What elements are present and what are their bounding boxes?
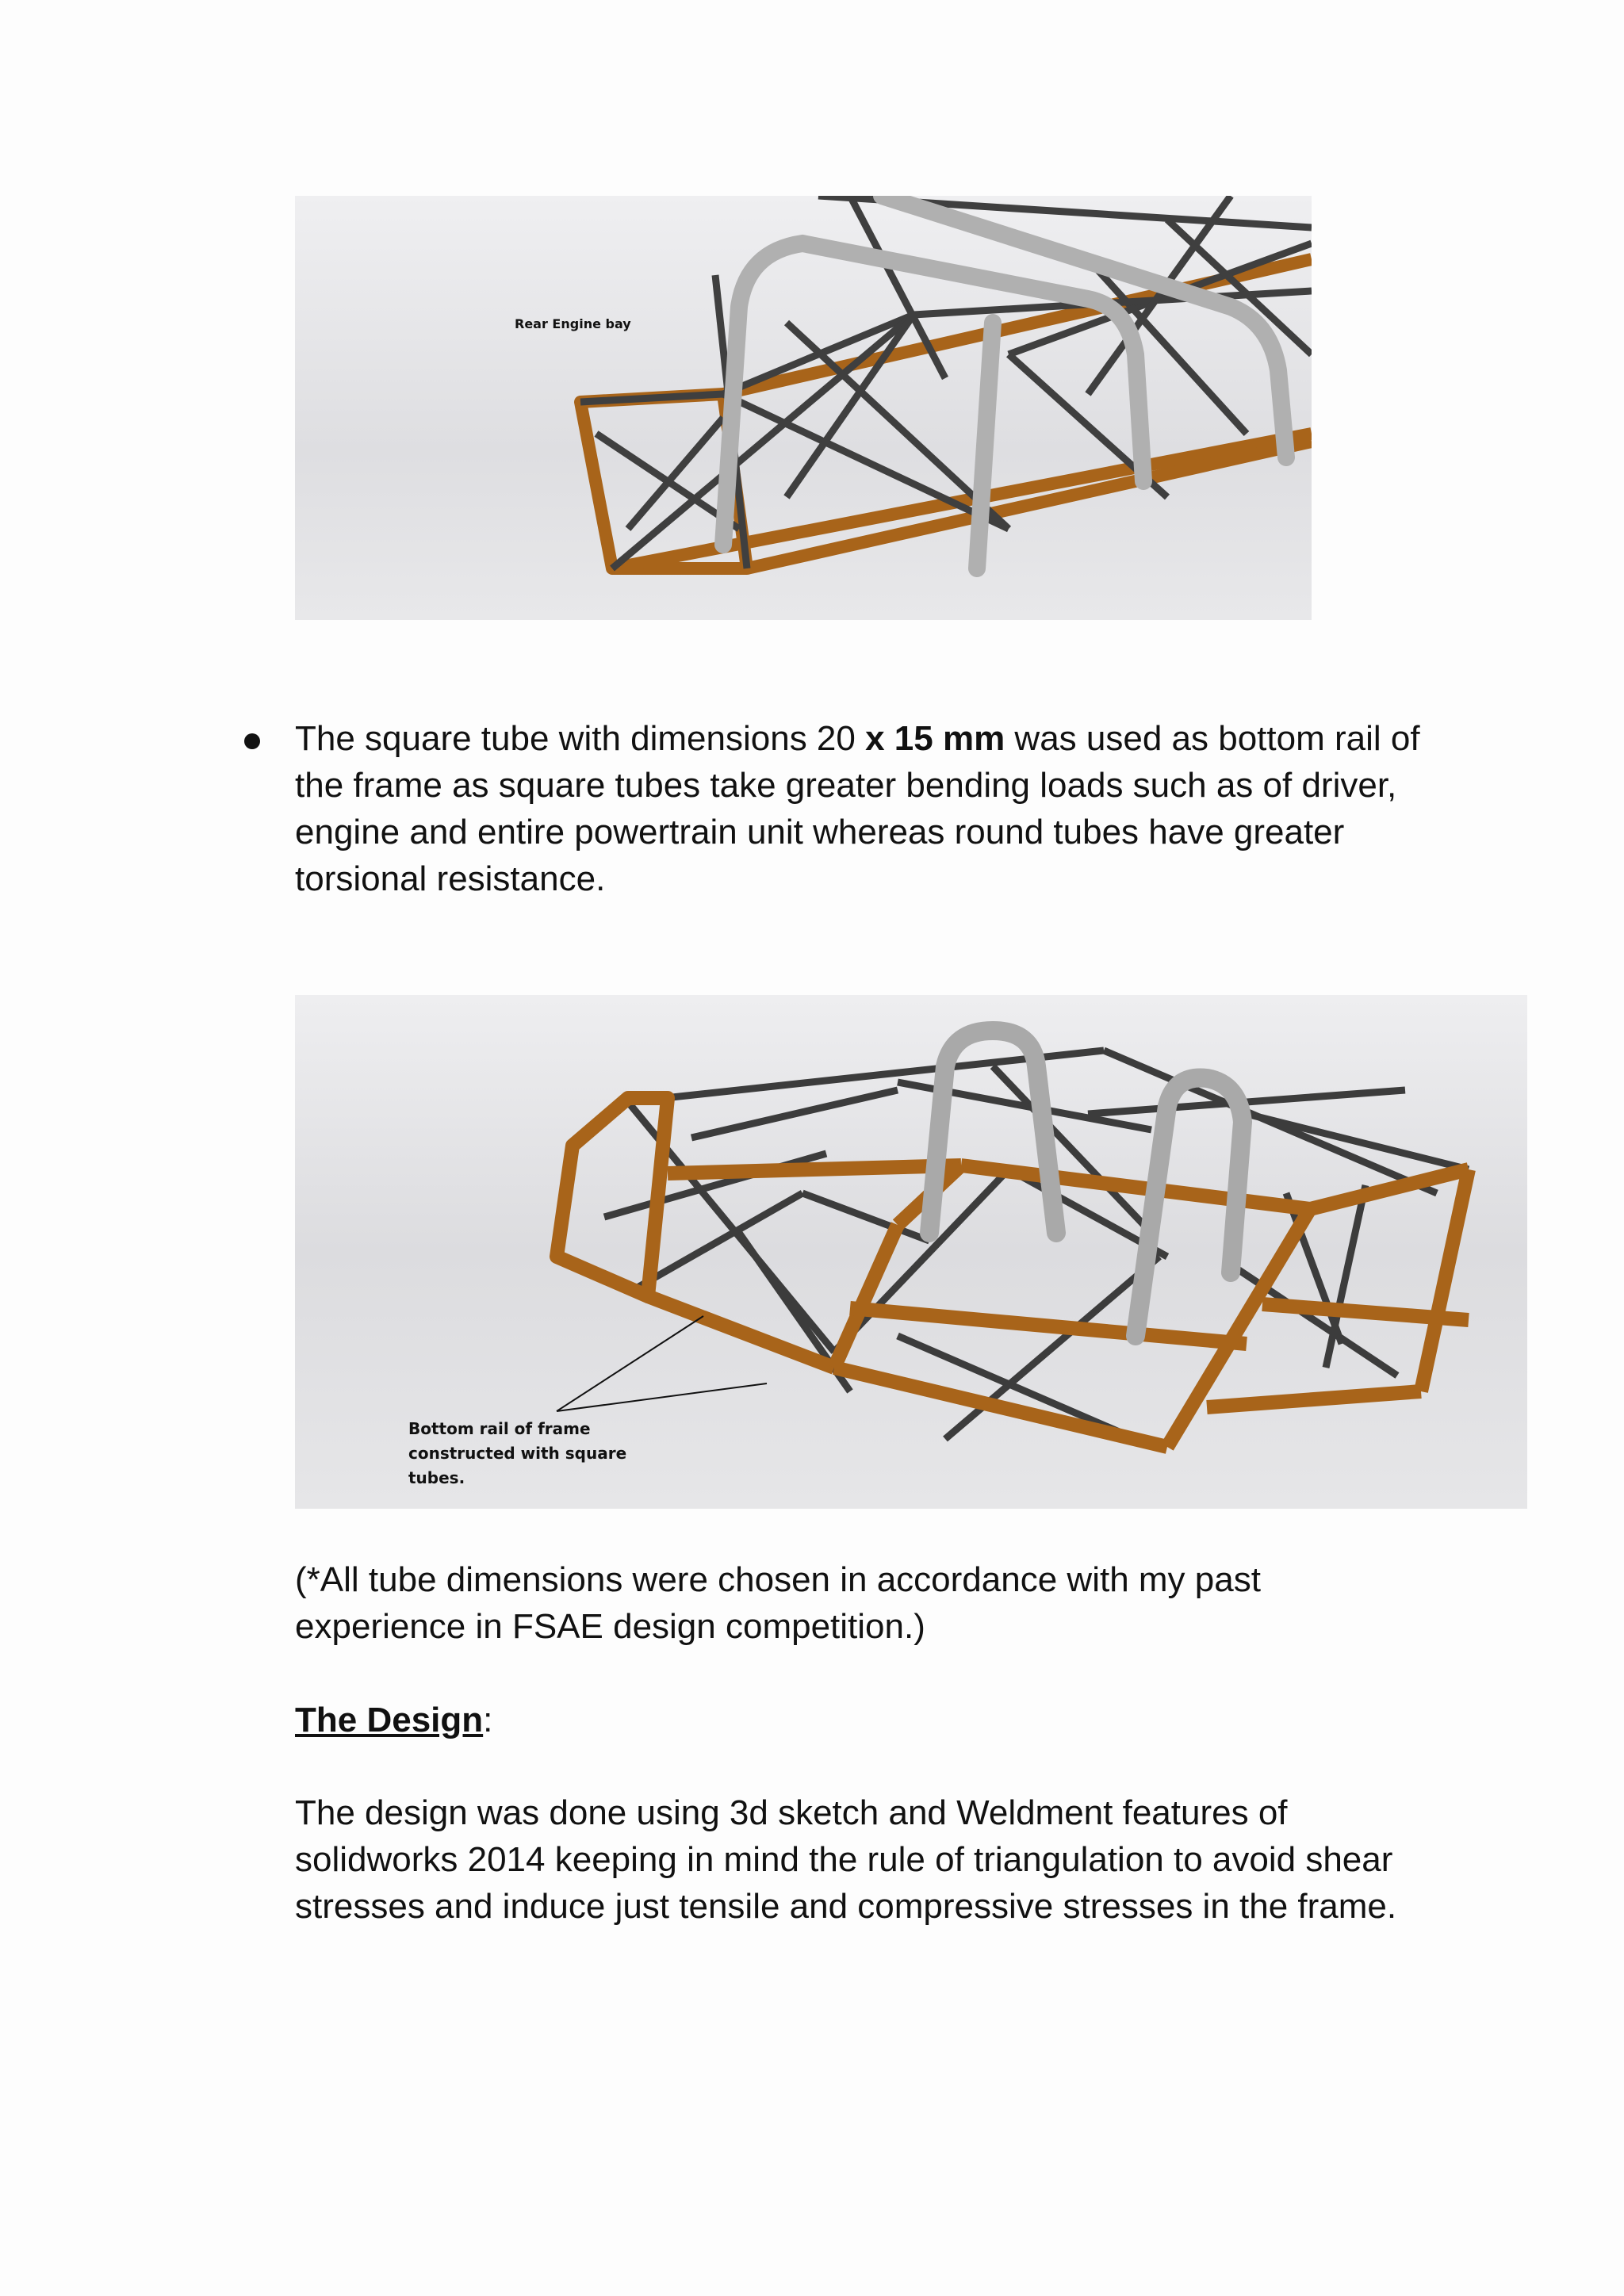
design-paragraph: The design was done using 3d sketch and Weldment features of solidworks 2014 keeping in mind the rule of triangulation to avoid shear stresses and induce just tensile and compressive stresses in the frame.: [295, 1793, 1397, 1926]
figure2-label-line-2: constructed with square: [408, 1444, 627, 1463]
bottom-rail-figure: [295, 995, 1527, 1509]
section-heading-text: The Design: [295, 1701, 484, 1739]
section-heading-suffix: :: [483, 1701, 493, 1739]
figure1-label: Rear Engine bay: [515, 316, 631, 331]
rear-engine-bay-figure: [295, 196, 1312, 620]
bullet-text-bold: x 15 mm: [865, 719, 1005, 758]
bullet-point: [244, 733, 260, 749]
figure2-label-line-1: Bottom rail of frame: [408, 1419, 591, 1438]
bullet-text-after: was used as bottom rail of the frame as square tubes take greater bending loads such as of driver, engine and entire powertrain unit whereas round tubes have greater torsional resistance.: [295, 719, 1420, 898]
section-heading: [295, 1697, 492, 1743]
dimensions-note: (*All tube dimensions were chosen in accordance with my past experience in FSAE design competition.): [295, 1560, 1261, 1646]
bullet-paragraph: [295, 715, 1445, 902]
figure2-label-line-3: tubes.: [408, 1468, 465, 1487]
frame-render-1: [295, 196, 1312, 620]
bullet-text-before: The square tube with dimensions 20: [295, 719, 866, 758]
frame-render-2: [295, 995, 1527, 1509]
